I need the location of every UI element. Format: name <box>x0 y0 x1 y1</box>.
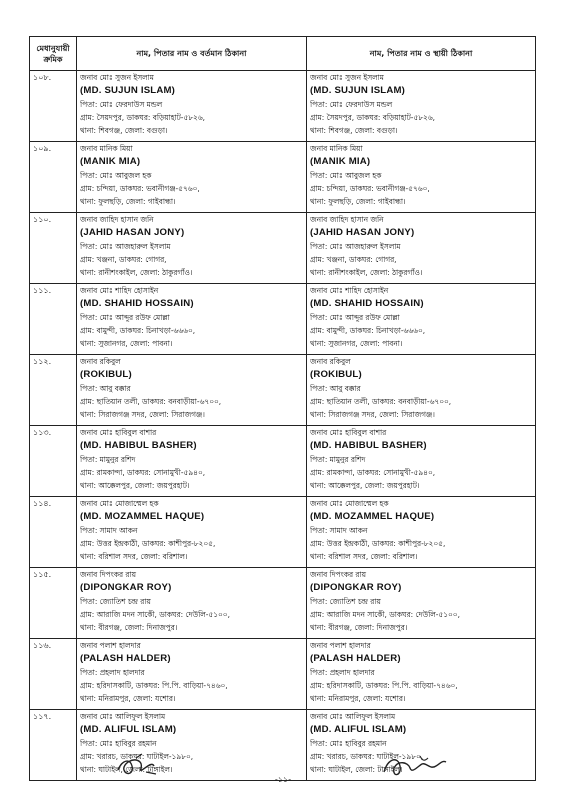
village: গ্রাম: হরিদাসকাটি, ডাকঘর: পি.পি. বাড়িয়া-৭৪৬০, <box>80 680 228 690</box>
village: গ্রাম: সৈয়দপুর, ডাকঘর: বড়িয়াহাট-৫৮২৬, <box>80 112 206 122</box>
table-body <box>30 71 536 781</box>
village: গ্রাম: হরিদাসকাটি, ডাকঘর: পি.পি. বাড়িয়া-৭৪৬০, <box>310 680 458 690</box>
name-en: (MD. ALIFUL ISLAM) <box>310 724 407 736</box>
village: গ্রাম: চন্দিয়া, ডাকঘর: ভবানীগঞ্জ-৫৭৬০, <box>310 183 430 193</box>
name-en: (DIPONGKAR ROY) <box>310 582 402 594</box>
permanent-address-cell <box>307 71 536 142</box>
village: গ্রাম: চন্দিয়া, ডাকঘর: ভবানীগঞ্জ-৫৭৬০, <box>80 183 200 193</box>
thana: থানা: বরিশাল সদর, জেলা: বরিশাল। <box>310 552 418 562</box>
father: পিতা: সামাদ আকন <box>310 525 368 535</box>
table-row <box>30 284 536 355</box>
name-bn: জনাব মোঃ হাবিবুল বাশার <box>80 428 157 437</box>
thana: থানা: আক্কেলপুর, জেলা: জয়পুরহাট। <box>80 481 190 491</box>
table-row <box>30 426 536 497</box>
village: গ্রাম: সৈয়দপুর, ডাকঘর: বড়িয়াহাট-৫৮২৬, <box>310 112 436 122</box>
serial-number: ১১৬. <box>30 639 77 710</box>
current-address-cell <box>77 426 307 497</box>
father: পিতা: জ্যোতিশ চন্দ্র রায় <box>310 596 381 606</box>
name-en: (MD. SHAHID HOSSAIN) <box>80 298 194 310</box>
serial-number: ১১৩. <box>30 426 77 497</box>
name-en: (MD. HABIBUL BASHER) <box>80 440 197 452</box>
village: গ্রাম: বামুন্দী, ডাকঘর: চিনাখড়া-৬৬৬০, <box>80 325 196 335</box>
serial-number: ১১১. <box>30 284 77 355</box>
thana: থানা: বীরগঞ্জ, জেলা: দিনাজপুর। <box>80 623 178 633</box>
village: গ্রাম: রামকান্দা, ডাকঘর: সোনামুখী-৫৯৪০, <box>310 467 436 477</box>
name-bn: জনাব মোঃ শাহিদ হোসাইন <box>310 286 389 295</box>
father: পিতা: মোঃ আব্দুর রউফ মোল্লা <box>80 312 170 322</box>
name-bn: জনাব মোঃ আলিফুল ইসলাম <box>310 712 396 721</box>
name-en: (MANIK MIA) <box>80 156 141 168</box>
father: পিতা: আবু বক্কার <box>80 383 131 393</box>
village: গ্রাম: ছাতিয়ান তলী, ডাকঘর: বনবাড়ীয়া-৬৭০০, <box>310 396 452 406</box>
serial-number: ১১০. <box>30 213 77 284</box>
name-bn: জনাব দিপংকর রায় <box>80 570 136 579</box>
current-address-cell <box>77 639 307 710</box>
name-bn: জনাব মানিক মিয়া <box>310 144 363 153</box>
current-address-cell <box>77 284 307 355</box>
serial-number: ১১৭. <box>30 710 77 781</box>
current-address-cell <box>77 213 307 284</box>
thana: থানা: ফুলছড়ি, জেলা: গাইবান্ধা। <box>80 197 176 207</box>
permanent-address-cell <box>307 142 536 213</box>
table-row <box>30 71 536 142</box>
name-bn: জনাব জাহিদ হাসান জনি <box>80 215 154 224</box>
village: গ্রাম: বামুন্দী, ডাকঘর: চিনাখড়া-৬৬৬০, <box>310 325 426 335</box>
current-address-cell <box>77 142 307 213</box>
father: পিতা: মোঃ আব্দুর রউফ মোল্লা <box>310 312 400 322</box>
village: গ্রাম: উত্তর ইন্দ্রকাঠী, ডাকঘর: কাশীপুর-৮২০৫, <box>80 538 216 548</box>
name-en: (DIPONGKAR ROY) <box>80 582 172 594</box>
current-address-cell <box>77 710 307 781</box>
father: পিতা: মোঃ আজহারুল ইসলাম <box>310 241 401 251</box>
village: গ্রাম: ছাতিয়ান তলী, ডাকঘর: বনবাড়ীয়া-৬৭০০, <box>80 396 222 406</box>
name-en: (JAHID HASAN JONY) <box>80 227 185 239</box>
father: পিতা: জ্যোতিশ চন্দ্র রায় <box>80 596 151 606</box>
thana: থানা: রানীশংকাইল, জেলা: ঠাকুরগাঁও। <box>80 268 193 278</box>
header-current-address: নাম, পিতার নাম ও বর্তমান ঠিকানা <box>77 37 307 71</box>
thana: থানা: শিবগঞ্জ, জেলা: বগুড়া। <box>310 126 398 136</box>
thana: থানা: বীরগঞ্জ, জেলা: দিনাজপুর। <box>310 623 408 633</box>
name-en: (MD. SUJUN ISLAM) <box>310 85 406 97</box>
thana: থানা: রানীশংকাইল, জেলা: ঠাকুরগাঁও। <box>310 268 423 278</box>
thana: থানা: মনিরামপুর, জেলা: যশোর। <box>80 694 176 704</box>
father: পিতা: মোঃ ফেরদাউস মন্ডল <box>80 99 163 109</box>
serial-number: ১১৫. <box>30 568 77 639</box>
name-en: (MD. ALIFUL ISLAM) <box>80 724 177 736</box>
name-en: (MD. SUJUN ISLAM) <box>80 85 176 97</box>
village: গ্রাম: খরারচ, ডাকঘর: ঘাটাইল-১৯৮০, <box>310 751 424 761</box>
permanent-address-cell <box>307 284 536 355</box>
thana: থানা: মনিরামপুর, জেলা: যশোর। <box>310 694 406 704</box>
father: পিতা: মোঃ আজহারুল ইসলাম <box>80 241 171 251</box>
father: পিতা: আবু বক্কার <box>310 383 361 393</box>
thana: থানা: ঘাটাইল, জেলা: টাঙ্গাইল। <box>310 765 403 775</box>
serial-number: ১১২. <box>30 355 77 426</box>
name-bn: জনাব মোঃ হাবিবুল বাশার <box>310 428 387 437</box>
table-row <box>30 710 536 781</box>
father: পিতা: মোঃ আবুজল হক <box>80 170 152 180</box>
name-bn: জনাব রকিবুল <box>80 357 121 366</box>
permanent-address-cell <box>307 568 536 639</box>
father: পিতা: মোঃ ফেরদাউস মন্ডল <box>310 99 393 109</box>
name-en: (MD. SHAHID HOSSAIN) <box>310 298 424 310</box>
name-en: (MD. MOZAMMEL HAQUE) <box>310 511 435 523</box>
name-en: (MANIK MIA) <box>310 156 371 168</box>
name-bn: জনাব মোঃ শাহিদ হোসাইন <box>80 286 159 295</box>
name-en: (JAHID HASAN JONY) <box>310 227 415 239</box>
permanent-address-cell <box>307 355 536 426</box>
signature-left <box>112 752 162 780</box>
name-bn: জনাব রকিবুল <box>310 357 351 366</box>
current-address-cell <box>77 497 307 568</box>
name-bn: জনাব মোঃ সুজন ইসলাম <box>80 73 154 82</box>
name-bn: জনাব মানিক মিয়া <box>80 144 133 153</box>
village: গ্রাম: আরাজি মদন সাকেী, ডাকঘর: দেউলি-৫১০০, <box>310 609 460 619</box>
table-row <box>30 142 536 213</box>
thana: থানা: ফুলছড়ি, জেলা: গাইবান্ধা। <box>310 197 406 207</box>
father: পিতা: সামাদ আকন <box>80 525 138 535</box>
name-bn: জনাব মোঃ সুজন ইসলাম <box>310 73 384 82</box>
name-bn: জনাব মোঃ মোজাম্মেল হক <box>80 499 159 508</box>
current-address-cell <box>77 355 307 426</box>
name-bn: জনাব মোঃ মোজাম্মেল হক <box>310 499 389 508</box>
thana: থানা: ঘাটাইল, জেলা: টাঙ্গাইল। <box>80 765 173 775</box>
village: গ্রাম: আরাজি মদন সাকেী, ডাকঘর: দেউলি-৫১০০, <box>80 609 230 619</box>
name-en: (ROKIBUL) <box>80 369 132 381</box>
signature-right <box>380 752 450 782</box>
thana: থানা: সুজানগর, জেলা: পাবনা। <box>310 339 403 349</box>
name-en: (MD. HABIBUL BASHER) <box>310 440 427 452</box>
permanent-address-cell <box>307 213 536 284</box>
permanent-address-cell <box>307 497 536 568</box>
thana: থানা: সিরাজগঞ্জ সদর, জেলা: সিরাজগঞ্জ। <box>80 410 205 420</box>
father: পিতা: মামুনুর রশিদ <box>310 454 366 464</box>
father: পিতা: প্রহলাদ হালদার <box>310 667 375 677</box>
table-row <box>30 497 536 568</box>
village: গ্রাম: রামকান্দা, ডাকঘর: সোনামুখী-৫৯৪০, <box>80 467 206 477</box>
header-serial: মেধানুযায়ী ক্রমিক <box>30 37 77 71</box>
serial-number: ১০৯. <box>30 142 77 213</box>
father: পিতা: মামুনুর রশিদ <box>80 454 136 464</box>
thana: থানা: সিরাজগঞ্জ সদর, জেলা: সিরাজগঞ্জ। <box>310 410 435 420</box>
current-address-cell <box>77 71 307 142</box>
serial-number: ১০৮. <box>30 71 77 142</box>
father: পিতা: প্রহলাদ হালদার <box>80 667 145 677</box>
permanent-address-cell <box>307 426 536 497</box>
name-bn: জনাব মোঃ আলিফুল ইসলাম <box>80 712 166 721</box>
serial-number: ১১৪. <box>30 497 77 568</box>
village: গ্রাম: খঞ্জনা, ডাকঘর: গোগর, <box>310 254 397 264</box>
permanent-address-cell <box>307 639 536 710</box>
name-bn: জনাব দিপংকর রায় <box>310 570 366 579</box>
current-address-cell <box>77 568 307 639</box>
name-en: (PALASH HALDER) <box>80 653 171 665</box>
table-row <box>30 568 536 639</box>
village: গ্রাম: খরারচ, ডাকঘর: ঘাটাইল-১৯৮০, <box>80 751 194 761</box>
table-row <box>30 213 536 284</box>
village: গ্রাম: খঞ্জনা, ডাকঘর: গোগর, <box>80 254 167 264</box>
page-number: -১১- <box>274 775 292 784</box>
thana: থানা: শিবগঞ্জ, জেলা: বগুড়া। <box>80 126 168 136</box>
thana: থানা: আক্কেলপুর, জেলা: জয়পুরহাট। <box>310 481 420 491</box>
table-row <box>30 355 536 426</box>
name-bn: জনাব জাহিদ হাসান জনি <box>310 215 384 224</box>
father: পিতা: মোঃ হাবিবুর রহমান <box>310 738 387 748</box>
father: পিতা: মোঃ হাবিবুর রহমান <box>80 738 157 748</box>
thana: থানা: সুজানগর, জেলা: পাবনা। <box>80 339 173 349</box>
candidate-table <box>29 36 536 781</box>
name-bn: জনাব পলাশ হালদার <box>310 641 371 650</box>
name-en: (PALASH HALDER) <box>310 653 401 665</box>
village: গ্রাম: উত্তর ইন্দ্রকাঠী, ডাকঘর: কাশীপুর-৮২০৫, <box>310 538 446 548</box>
name-bn: জনাব পলাশ হালদার <box>80 641 141 650</box>
father: পিতা: মোঃ আবুজল হক <box>310 170 382 180</box>
name-en: (ROKIBUL) <box>310 369 362 381</box>
table-row <box>30 639 536 710</box>
table-header-row <box>30 37 536 71</box>
thana: থানা: বরিশাল সদর, জেলা: বরিশাল। <box>80 552 188 562</box>
header-permanent-address: নাম, পিতার নাম ও স্থায়ী ঠিকানা <box>307 37 536 71</box>
name-en: (MD. MOZAMMEL HAQUE) <box>80 511 205 523</box>
